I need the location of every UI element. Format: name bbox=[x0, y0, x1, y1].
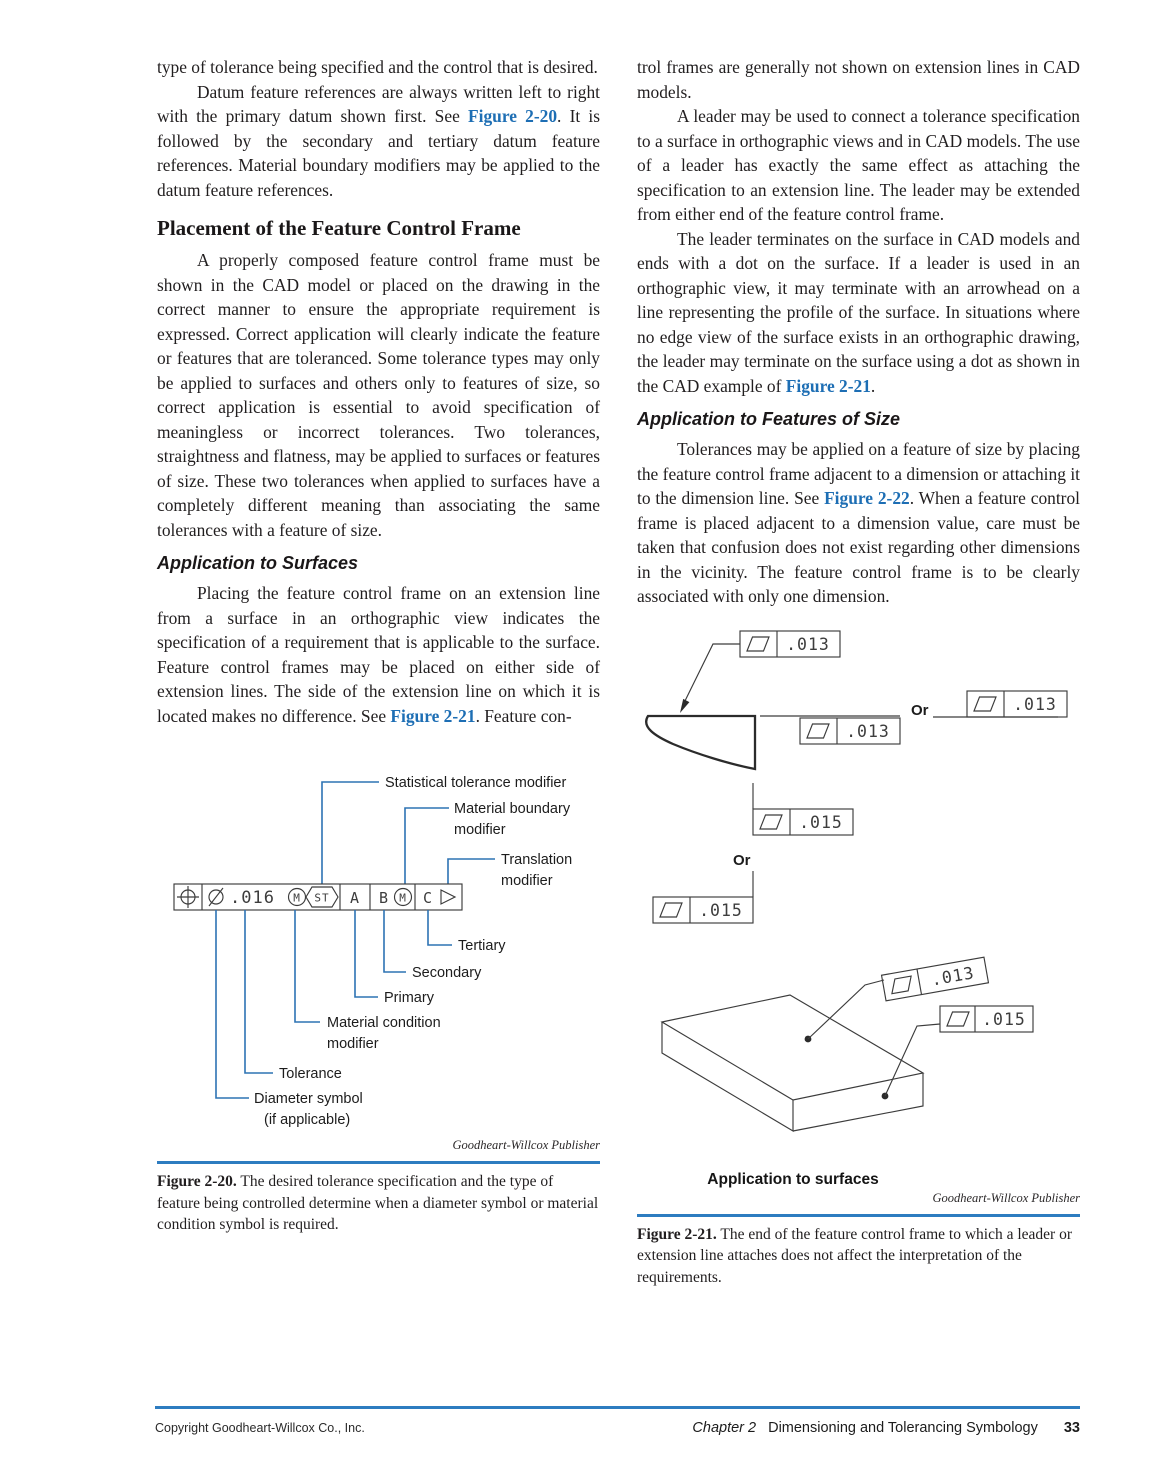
leader-line bbox=[448, 859, 495, 884]
statistical-tolerance-modifier-icon bbox=[306, 887, 338, 907]
figure-caption-text: The desired tolerance specification and the type of feature being controlled determine when a diameter symbol or material condition symbol is required. bbox=[157, 1173, 599, 1233]
arrowhead-icon bbox=[680, 698, 689, 712]
part-edge-view bbox=[646, 716, 755, 769]
paragraph-text: Datum feature references are always written left to right with the primary datum shown first. See bbox=[157, 81, 600, 126]
flatness-symbol-icon bbox=[760, 815, 782, 829]
page-footer bbox=[155, 1406, 1080, 1436]
feature-control-frame bbox=[800, 718, 900, 744]
flatness-tolerance-value: .015 bbox=[982, 1009, 1026, 1029]
leader-line bbox=[384, 910, 406, 972]
label-secondary: Secondary bbox=[412, 965, 482, 981]
label-tertiary: Tertiary bbox=[458, 938, 506, 954]
figure-2-21-reference-link[interactable]: Figure 2-21 bbox=[390, 705, 476, 726]
leader-and-extension-line-diagram bbox=[637, 623, 1080, 1188]
position-symbol-icon bbox=[177, 886, 199, 908]
figure-caption-text: The end of the feature control frame to which a leader or extension line attaches does not affect the interpretation of the requirements. bbox=[637, 1225, 1072, 1286]
paragraph-text: . Feature con- bbox=[475, 705, 572, 726]
cad-model-block bbox=[662, 995, 923, 1131]
flatness-symbol-icon bbox=[807, 724, 829, 738]
label-material-boundary-modifier: Material boundary bbox=[454, 801, 571, 817]
label-translation-modifier: modifier bbox=[501, 873, 553, 889]
svg-text:M: M bbox=[399, 891, 407, 905]
paragraph bbox=[157, 80, 600, 203]
flatness-symbol-icon bbox=[660, 903, 682, 917]
application-to-surfaces-label: Application to surfaces bbox=[707, 1170, 879, 1188]
feature-control-frame bbox=[882, 957, 989, 1001]
leader-line bbox=[808, 980, 884, 1039]
figure-2-20 bbox=[157, 760, 600, 1236]
paragraph-text: Tolerances may be applied on a feature of size by placing the feature control frame adjacent to a dimension or attaching it to the dimension line. See bbox=[637, 439, 1080, 508]
flatness-tolerance-value: .013 bbox=[786, 634, 830, 654]
paragraph bbox=[637, 437, 1080, 609]
section-heading-placement: Placement of the Feature Control Frame bbox=[157, 216, 521, 240]
leader-line bbox=[245, 910, 273, 1073]
figure-2-21-reference-link[interactable]: Figure 2-21 bbox=[785, 375, 871, 396]
tertiary-datum-letter: C bbox=[422, 889, 434, 907]
figure-2-21-caption bbox=[637, 1224, 1080, 1289]
tolerance-value: .016 bbox=[230, 888, 275, 908]
copyright-notice: Copyright Goodheart-Willcox Co., Inc. bbox=[155, 1421, 365, 1435]
label-material-condition-modifier: Material condition bbox=[327, 1015, 441, 1031]
chapter-label: Chapter 2 bbox=[692, 1420, 757, 1436]
leader-line bbox=[322, 782, 379, 884]
paragraph-text: . bbox=[870, 375, 876, 396]
publisher-credit: Goodheart-Willcox Publisher bbox=[452, 1138, 600, 1152]
chapter-title: Dimensioning and Tolerancing Symbology bbox=[768, 1420, 1038, 1436]
or-label: Or bbox=[911, 701, 929, 719]
figure-caption-label: Figure 2-20. bbox=[157, 1173, 237, 1190]
label-primary: Primary bbox=[384, 990, 434, 1006]
feature-control-frame bbox=[653, 897, 753, 923]
or-label: Or bbox=[733, 851, 751, 869]
paragraph: A properly composed feature control frame must be shown in the CAD model or placed on the drawing in the correct manner to ensure the appropriate requirement is expressed. Correct application will clearly indicate the feature or features that are toleranced. Some tolerance types may only be applied to surfaces and others only to features of size, so correct application is essential to avoid specification of meaningless or incorrect tolerances. Two tolerances, straightness and flatness, may be applied to surfaces or features of size. These two tolerances when applied to surfaces have a completely different meaning than associating the same tolerances with a feature of size. bbox=[157, 250, 600, 540]
flatness-tolerance-value: .015 bbox=[699, 900, 743, 920]
label-material-boundary-modifier: modifier bbox=[454, 822, 506, 838]
left-column bbox=[157, 55, 600, 1288]
label-translation-modifier: Translation bbox=[501, 852, 573, 868]
figure-divider bbox=[637, 1214, 1080, 1217]
flatness-tolerance-value: .013 bbox=[929, 962, 977, 990]
paragraph: A leader may be used to connect a tolerance specification to a surface in orthographic views and in CAD models. The use of a leader has exactly the same effect as attaching the specification to an extension line. The leader may be extended from either end of the feature control frame. bbox=[637, 106, 1080, 224]
label-statistical-tolerance-modifier: Statistical tolerance modifier bbox=[385, 775, 567, 791]
running-footer bbox=[692, 1420, 1080, 1436]
paragraph: type of tolerance being specified and the control that is desired. bbox=[157, 57, 598, 77]
leader-line bbox=[405, 808, 449, 884]
paragraph: trol frames are generally not shown on extension lines in CAD models. bbox=[637, 57, 1080, 102]
flatness-symbol-icon bbox=[747, 637, 769, 651]
material-condition-modifier-icon bbox=[289, 889, 306, 906]
paragraph-text: Placing the feature control frame on an extension line from a surface in an orthographic view indicates the specification of a requirement that is applicable to the surface. Feature control frames may be placed on either side of extension lines. The side of the extension line on which it is located makes no difference. See bbox=[157, 583, 600, 726]
subsection-heading-application-to-surfaces: Application to Surfaces bbox=[157, 553, 359, 573]
material-boundary-modifier-icon bbox=[395, 889, 412, 906]
feature-control-frame bbox=[753, 809, 853, 835]
publisher-credit: Goodheart-Willcox Publisher bbox=[932, 1190, 1080, 1205]
paragraph bbox=[157, 581, 600, 728]
secondary-datum-letter: B bbox=[378, 889, 390, 907]
feature-control-frame bbox=[967, 691, 1067, 717]
translation-modifier-icon bbox=[441, 890, 455, 904]
two-column-layout bbox=[157, 55, 1080, 1288]
label-tolerance: Tolerance bbox=[279, 1066, 342, 1082]
feature-control-frame-diagram bbox=[157, 760, 612, 1135]
figure-2-21 bbox=[637, 623, 1080, 1289]
svg-text:M: M bbox=[293, 891, 301, 905]
label-diameter-symbol: Diameter symbol bbox=[254, 1091, 363, 1107]
leader-line bbox=[295, 910, 320, 1022]
svg-text:ST: ST bbox=[314, 891, 330, 905]
flatness-symbol-icon bbox=[889, 976, 913, 994]
figure-2-20-reference-link[interactable]: Figure 2-20 bbox=[468, 106, 558, 126]
paragraph bbox=[637, 227, 1080, 399]
leader-line bbox=[355, 910, 378, 997]
flatness-tolerance-value: .013 bbox=[846, 721, 890, 741]
right-column bbox=[637, 55, 1080, 1288]
figure-divider bbox=[157, 1161, 600, 1164]
figure-2-20-caption bbox=[157, 1171, 600, 1236]
subsection-heading-application-to-features-of-size: Application to Features of Size bbox=[637, 409, 901, 429]
feature-control-frame bbox=[740, 631, 840, 657]
leader-line bbox=[885, 1024, 940, 1096]
page-number: 33 bbox=[1063, 1420, 1080, 1436]
flatness-symbol-icon bbox=[947, 1012, 969, 1026]
paragraph-text: . It is followed by the secondary and tertiary datum feature references. Material boundary modifiers may be applied to the datum feature references. bbox=[157, 106, 601, 200]
label-material-condition-modifier: modifier bbox=[327, 1036, 379, 1052]
paragraph-text: The leader terminates on the surface in CAD models and ends with a dot on the surface. If a leader is used in an orthographic view, it may terminate with an arrowhead on a line representing the profile of the surface. In situations where no edge view of the surface exists in an orthographic drawing, the leader may terminate on the surface using a dot as shown in the CAD example of bbox=[637, 228, 1080, 396]
figure-2-22-reference-link[interactable]: Figure 2-22 bbox=[824, 488, 910, 508]
diameter-symbol-icon bbox=[209, 888, 223, 906]
flatness-symbol-icon bbox=[974, 697, 996, 711]
flatness-tolerance-value: .015 bbox=[799, 812, 843, 832]
paragraph-text: . When a feature control frame is placed adjacent to a dimension value, care must be taken that confusion does not exist regarding other dimensions in the vicinity. The feature control frame is to be clearly associated with only one dimension. bbox=[637, 488, 1080, 606]
label-diameter-symbol: (if applicable) bbox=[264, 1112, 351, 1128]
leader-line bbox=[682, 644, 740, 707]
flatness-tolerance-value: .013 bbox=[1013, 694, 1057, 714]
feature-control-frame bbox=[940, 1006, 1033, 1032]
primary-datum-letter: A bbox=[349, 889, 361, 907]
leader-line bbox=[216, 910, 249, 1098]
leader-line bbox=[428, 910, 452, 945]
figure-caption-label: Figure 2-21. bbox=[637, 1225, 717, 1243]
